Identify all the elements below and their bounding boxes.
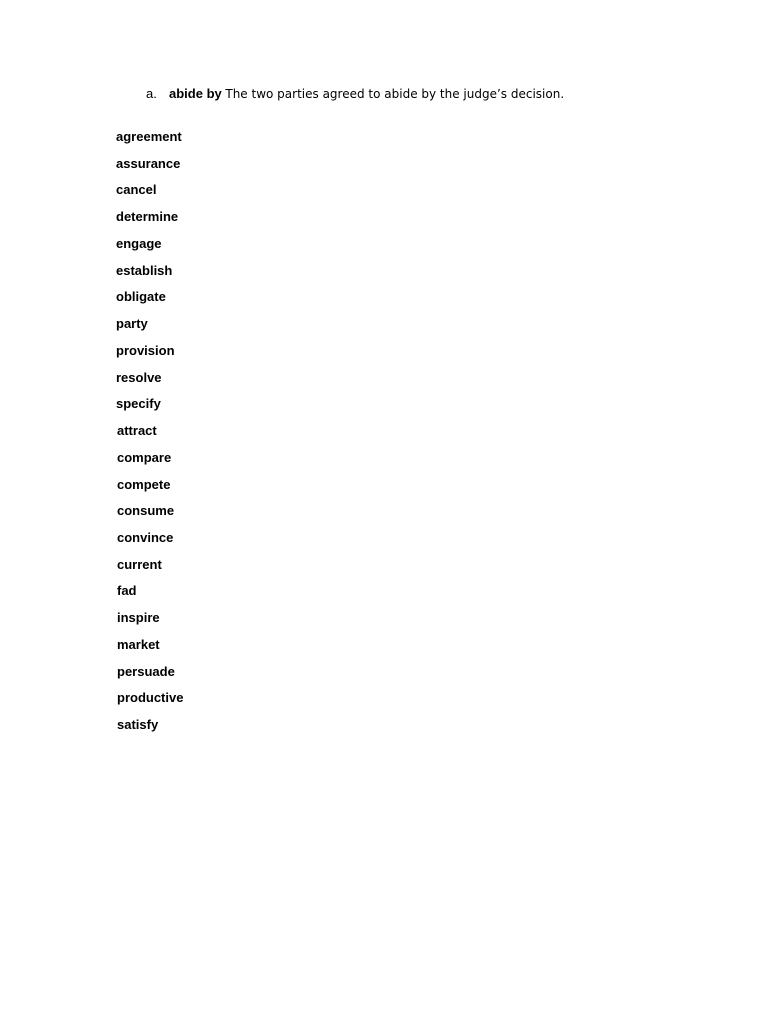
vocabulary-word: inspire [117,610,160,626]
vocabulary-word: provision [116,342,175,358]
vocabulary-word: compete [117,476,171,492]
vocabulary-word: attract [117,423,157,439]
vocabulary-word: fad [117,583,137,599]
list-marker: a. [146,86,157,101]
vocabulary-word: satisfy [117,717,159,733]
vocabulary-word: market [117,636,160,652]
vocabulary-word: current [117,556,162,572]
vocabulary-word: obligate [116,289,166,305]
vocabulary-word: consume [117,503,175,519]
vocabulary-word: resolve [116,369,162,385]
vocabulary-word: party [116,316,148,332]
vocabulary-word: establish [116,262,173,278]
vocabulary-word: compare [117,449,172,465]
vocabulary-word: agreement [116,129,182,144]
vocabulary-word: persuade [117,663,175,679]
vocabulary-word: cancel [116,182,157,198]
vocabulary-word: determine [116,209,179,225]
example-sentence: The two parties agreed to abide by the judge’s decision. [225,87,565,101]
vocabulary-word: productive [117,690,184,706]
example-term: abide by [169,86,222,101]
vocabulary-word: engage [116,235,162,251]
vocabulary-word: assurance [116,155,181,171]
vocabulary-word: specify [116,396,161,412]
vocabulary-list [116,128,183,743]
vocabulary-word: convince [117,530,174,546]
example-item [146,86,564,101]
